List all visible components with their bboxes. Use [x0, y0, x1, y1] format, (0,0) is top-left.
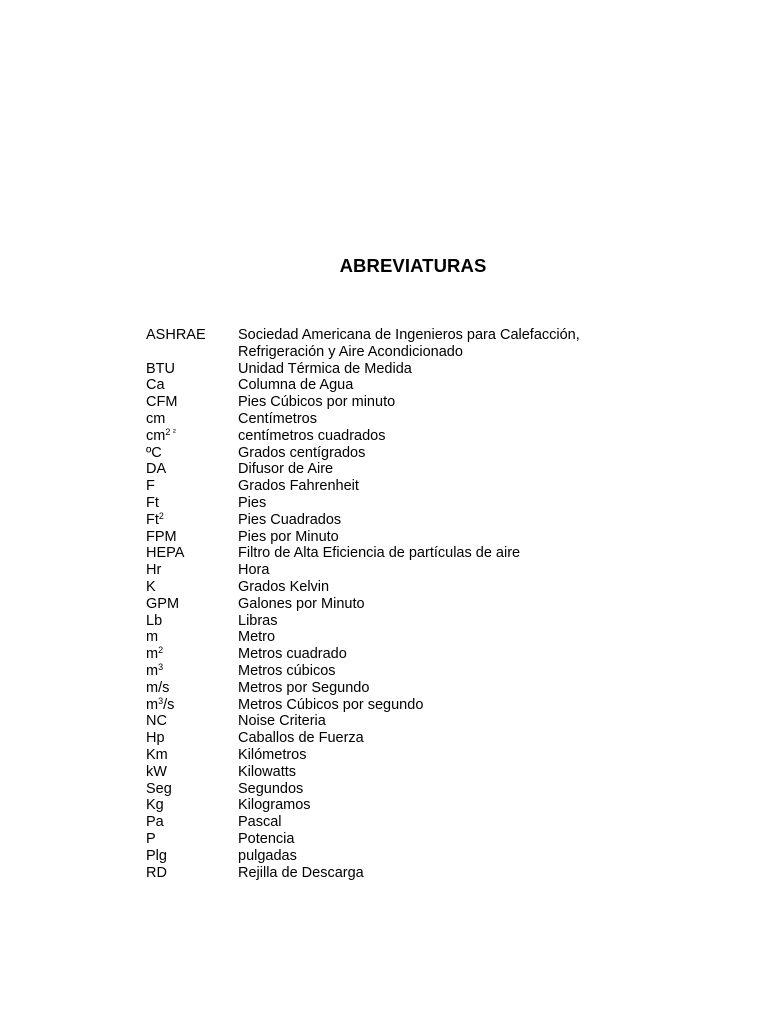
abbreviation-definition-line: Difusor de Aire [238, 461, 334, 478]
abbreviation-definition [238, 764, 296, 781]
abbreviation-definition-line: Kilowatts [238, 763, 297, 780]
abbreviation-row [146, 697, 746, 714]
abbreviation-definition [238, 697, 423, 714]
abbreviation-definition-line: Segundos [238, 780, 304, 797]
abbreviation-definition [238, 478, 359, 495]
abbreviation-definition [238, 512, 341, 529]
abbreviation-definition-line: Kilómetros [238, 746, 307, 763]
abbreviation-definition-line: Grados centígrados [238, 444, 366, 461]
page-title: ABREVIATURAS [339, 255, 487, 276]
abbreviation-definition [238, 680, 369, 697]
abbreviation-definition-line: Caballos de Fuerza [238, 730, 364, 747]
abbreviation-definition-line: Filtro de Alta Eficiencia de partículas de aire [238, 545, 521, 562]
abbreviation-row [146, 461, 746, 478]
abbreviation-row [146, 613, 746, 630]
abbreviation-term [146, 663, 238, 680]
abbreviation-row [146, 512, 746, 529]
abbreviation-row [146, 327, 746, 361]
abbreviation-definition-line: pulgadas [238, 847, 297, 864]
abbreviation-definition [238, 327, 580, 361]
abbreviation-definition [238, 831, 294, 848]
abbreviation-row [146, 831, 746, 848]
abbreviation-definition-line: Sociedad Americana de Ingenieros para Calefacción, [238, 327, 580, 343]
abbreviation-definition-line: Refrigeración y Aire Acondicionado [238, 343, 463, 360]
abbreviation-term: Km [146, 746, 168, 763]
abbreviation-definition [238, 596, 365, 613]
abbreviation-definition-line: Pies [238, 494, 267, 511]
abbreviation-definition [238, 613, 278, 630]
abbreviation-row [146, 377, 746, 394]
abbreviation-term: F [146, 478, 155, 495]
abbreviation-term: BTU [146, 360, 175, 377]
abbreviation-definition [238, 361, 412, 378]
abbreviation-definition-line: Galones por Minuto [238, 595, 365, 612]
abbreviation-row [146, 495, 746, 512]
abbreviation-definition [238, 747, 307, 764]
abbreviation-term-base: m [146, 646, 159, 663]
abbreviation-definition-line: Columna de Agua [238, 377, 354, 394]
abbreviation-definition-line: Pascal [238, 814, 282, 831]
abbreviation-definition-line: Grados Kelvin [238, 578, 330, 595]
abbreviation-definition [238, 461, 333, 478]
abbreviation-term: GPM [146, 595, 180, 612]
abbreviation-row [146, 361, 746, 378]
abbreviation-row [146, 411, 746, 428]
abbreviation-row [146, 680, 746, 697]
abbreviation-row [146, 445, 746, 462]
abbreviation-term: m [146, 629, 159, 646]
abbreviation-definition-line: Pies por Minuto [238, 528, 339, 545]
abbreviation-definition [238, 377, 353, 394]
abbreviation-term-base: Ft [146, 511, 159, 528]
abbreviation-definition-line: Rejilla de Descarga [238, 864, 364, 881]
abbreviation-definition [238, 428, 386, 445]
abbreviation-term-base: cm [146, 427, 166, 444]
abbreviation-definition-line: Grados Fahrenheit [238, 478, 359, 495]
abbreviation-term-suffix: /s [163, 696, 175, 713]
abbreviation-row [146, 797, 746, 814]
abbreviation-term [146, 512, 238, 529]
abbreviation-row [146, 579, 746, 596]
abbreviation-row [146, 529, 746, 546]
abbreviation-row [146, 629, 746, 646]
abbreviation-row [146, 713, 746, 730]
abbreviation-row [146, 865, 746, 882]
abbreviation-definition [238, 529, 339, 546]
abbreviation-term-superscript: 2 [158, 510, 164, 521]
abbreviation-definition [238, 713, 326, 730]
abbreviation-definition-line: Metros Cúbicos por segundo [238, 696, 424, 713]
abbreviation-term: HEPA [146, 545, 185, 562]
abbreviation-definition [238, 781, 303, 798]
abbreviation-definition [238, 495, 266, 512]
abbreviation-definition-line: Centímetros [238, 410, 317, 427]
abbreviation-row [146, 747, 746, 764]
abbreviation-term [146, 697, 238, 714]
abbreviation-term: K [146, 578, 156, 595]
abbreviation-term: cm [146, 410, 166, 427]
abbreviation-term-base: m [146, 696, 159, 713]
abbreviation-definition [238, 394, 395, 411]
abbreviation-definition-line: Unidad Térmica de Medida [238, 360, 412, 377]
abbreviation-term: m/s [146, 679, 170, 696]
abbreviation-term: NC [146, 713, 167, 730]
abbreviation-term: P [146, 830, 156, 847]
abbreviation-row [146, 545, 746, 562]
abbreviation-definition [238, 646, 347, 663]
abbreviation-row [146, 596, 746, 613]
abbreviation-term: Seg [146, 780, 172, 797]
abbreviation-term: Hr [146, 562, 162, 579]
abbreviation-definition [238, 730, 364, 747]
abbreviation-term-superscript: 3 [158, 695, 164, 706]
abbreviation-term: ASHRAE [146, 327, 206, 343]
abbreviation-term: RD [146, 864, 167, 881]
abbreviation-row [146, 848, 746, 865]
abbreviation-term: CFM [146, 394, 178, 411]
abbreviation-term: ºC [146, 444, 162, 461]
abbreviation-term-superscript: 2 [158, 645, 164, 656]
abbreviation-row [146, 562, 746, 579]
abbreviation-row [146, 781, 746, 798]
abbreviation-term: Ft [146, 494, 159, 511]
abbreviation-row [146, 394, 746, 411]
abbreviation-definition [238, 814, 282, 831]
abbreviation-row [146, 663, 746, 680]
abbreviation-definition [238, 848, 297, 865]
abbreviation-definition [238, 562, 269, 579]
abbreviation-definition-line: Metros por Segundo [238, 679, 370, 696]
abbreviation-term [146, 428, 238, 445]
abbreviation-term: Hp [146, 730, 165, 747]
abbreviation-list [146, 327, 746, 881]
abbreviation-definition-line: Pies Cuadrados [238, 511, 342, 528]
abbreviation-definition [238, 579, 329, 596]
abbreviation-row [146, 428, 746, 445]
abbreviation-term: Ca [146, 377, 165, 394]
abbreviation-definition [238, 797, 311, 814]
abbreviation-definition [238, 445, 365, 462]
abbreviation-definition [238, 663, 336, 680]
abbreviation-row [146, 646, 746, 663]
abbreviation-definition-line: Noise Criteria [238, 713, 326, 730]
abbreviation-definition-line: Metros cúbicos [238, 662, 336, 679]
abbreviation-term: Kg [146, 797, 164, 814]
abbreviation-definition-line: centímetros cuadrados [238, 427, 386, 444]
abbreviation-definition-line: Hora [238, 562, 270, 579]
abbreviation-term-superscript: 3 [158, 661, 164, 672]
abbreviation-term: Pa [146, 814, 164, 831]
abbreviation-row [146, 730, 746, 747]
abbreviation-definition-line: Metro [238, 629, 276, 646]
abbreviation-definition [238, 545, 520, 562]
abbreviation-definition [238, 411, 317, 428]
abbreviation-term: FPM [146, 528, 177, 545]
abbreviation-term: kW [146, 763, 167, 780]
abbreviation-definition-line: Metros cuadrado [238, 646, 347, 663]
abbreviation-term: Plg [146, 847, 167, 864]
abbreviation-term: DA [146, 461, 167, 478]
abbreviation-term-base: m [146, 662, 159, 679]
abbreviation-row [146, 478, 746, 495]
abbreviation-definition [238, 629, 275, 646]
abbreviation-row [146, 814, 746, 831]
abbreviation-definition-line: Libras [238, 612, 278, 629]
abbreviation-definition-line: Pies Cúbicos por minuto [238, 394, 396, 411]
abbreviation-definition-line: Potencia [238, 830, 295, 847]
abbreviation-term: Lb [146, 612, 163, 629]
abbreviation-term-superscript: 2 ² [165, 426, 176, 437]
abbreviation-definition [238, 865, 364, 882]
abbreviation-definition-line: Kilogramos [238, 797, 311, 814]
abbreviation-row [146, 764, 746, 781]
abbreviation-term [146, 646, 238, 663]
